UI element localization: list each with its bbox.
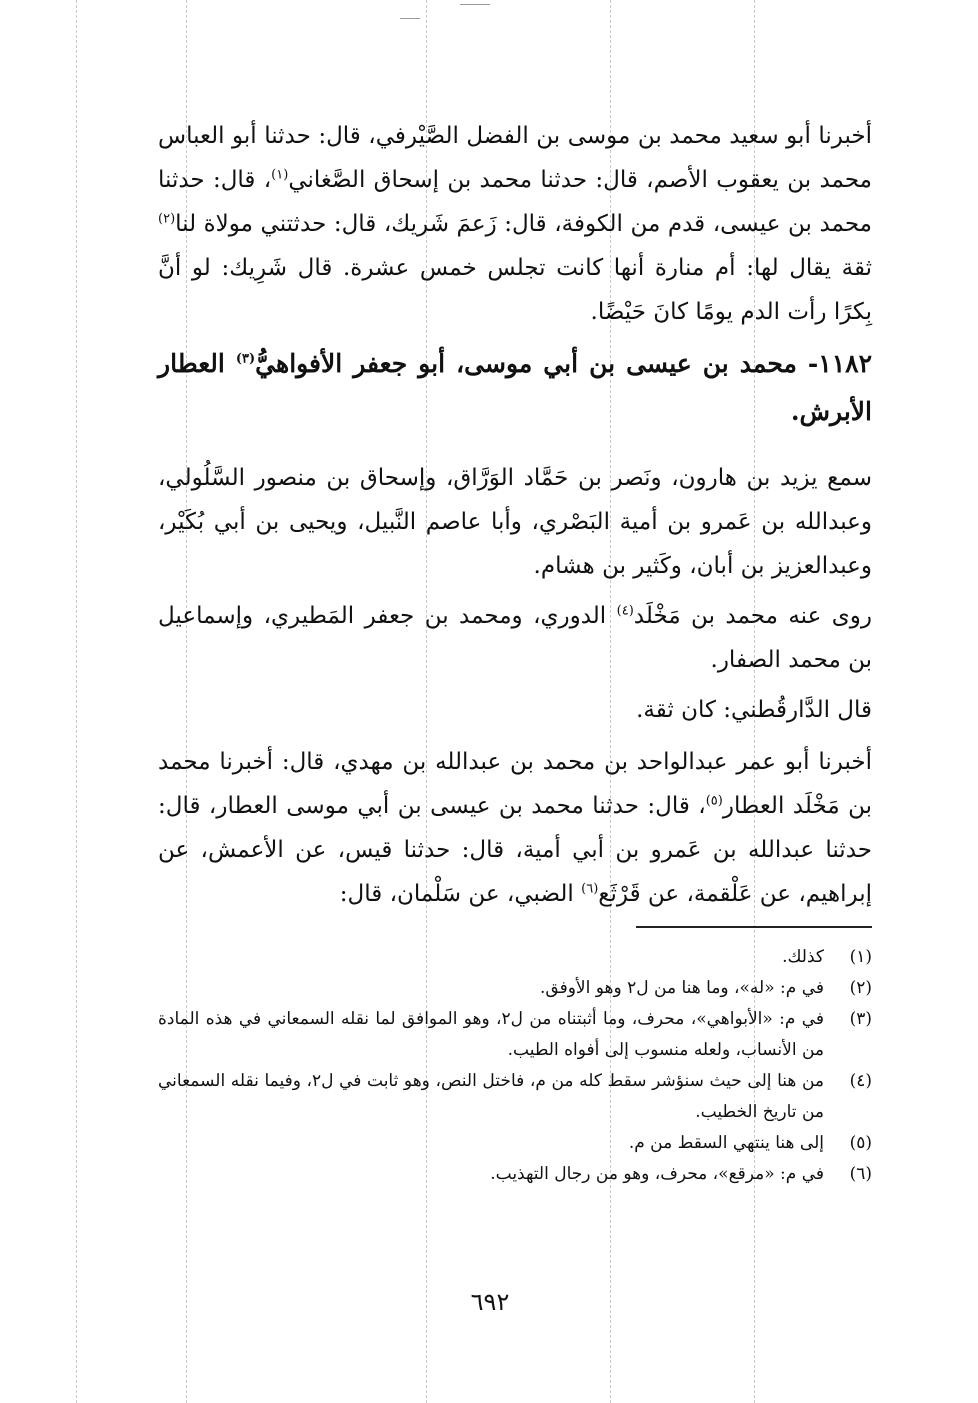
footnote-separator [636,926,872,928]
footnote-ref-6[interactable]: (٦) [581,881,599,897]
footnote-text: من هنا إلى حيث سنؤشر سقط كله من م، فاختل النص، وهو ثابت في ل٢، وفيما نقله السمعاني من تاريخ الخطيب. [158,1071,824,1122]
page-number: ٦٩٢ [470,1288,510,1316]
footnote-5 [158,1128,872,1159]
footnote-number: (٦) [849,1164,872,1184]
footnote-2 [158,973,872,1004]
footnote-number: (٢) [849,978,872,998]
footnote-4 [158,1066,872,1128]
footnote-6 [158,1159,872,1190]
main-text [158,114,872,334]
footnote-text: كذلك. [782,947,824,967]
footnote-number: (٥) [849,1133,872,1153]
footnote-ref-4[interactable]: (٤) [616,603,634,619]
footnote-ref-1[interactable]: (١) [271,167,289,183]
paragraph-teachers: سمع يزيد بن هارون، ونَصر بن حَمَّاد الوَرَّاق، وإسحاق بن منصور السَّلُولي، وعبدالله بن عَمرو بن أمية البَصْري، وأبا عاصم النَّبيل، ويحيى بن أبي بُكَيْر، وعبدالعزيز بن أبان، وكَثير بن هشام. [158,465,872,579]
scan-artifact-line [76,0,77,1403]
footnote-ref-5[interactable]: (٥) [705,793,723,809]
footnote-ref-2[interactable]: (٢) [158,211,176,227]
paragraph-narration-2: أخبرنا أبو عمر عبدالواحد بن محمد بن عبدالله بن مهدي، قال: أخبرنا محمد بن مَخْلَد العطار$^{(٥)}$، قال: حدثنا محمد بن عيسى بن أبي موسى العطار، قال: حدثنا عبدالله بن عَمرو بن أبي أمية، قال: حدثنا قيس، عن الأعمش، عن إبراهيم، عن عَلْقمة، عن قَرْثَع$^{(٦)}$ الضبي، عن سَلْمان، قال: [158,749,872,907]
paragraph-students: روى عنه محمد بن مَخْلَد$^{(٤)}$ الدوري، ومحمد بن جعفر المَطيري، وإسماعيل بن محمد الصفار. [158,603,872,673]
paragraph-narration-1: أخبرنا أبو سعيد محمد بن موسى بن الفضل الصَّيْرفي، قال: حدثنا أبو العباس محمد بن يعقوب الأصم، قال: حدثنا محمد بن إسحاق الصَّغاني$^{(١)}$، قال: حدثنا محمد بن عيسى، قدم من الكوفة، قال: زَعمَ شَريك، قال: حدثتني مولاة لنا$^{(٢)}$ ثقة يقال لها: أم منارة أنها كانت تجلس خمس عشرة. قال شَرِيك: لو أنَّ بِكرًا رأت الدم يومًا كانَ حَيْضًا. [158,123,872,325]
footnote-number: (٤) [849,1071,872,1091]
footnote-number: (٣) [849,1009,872,1029]
entry-heading-line2: العطار الأبرش. [158,349,872,426]
footnote-3 [158,1004,872,1066]
paragraph-daraqutni: قال الدَّارقُطني: كان ثقة. [636,697,872,723]
entry-heading-line1: ١١٨٢- محمد بن عيسى بن أبي موسى، أبو جعفر الأفواهيُّ [255,349,872,378]
footnote-ref-3[interactable]: (٣) [235,351,256,367]
footnotes [158,942,872,1190]
entry-heading [158,340,872,436]
footnote-text: في م: «له»، وما هنا من ل٢ وهو الأوفق. [540,978,824,998]
main-text-body [158,456,872,916]
scan-artifact-mark [400,18,420,19]
footnote-text: في م: «مرقع»، محرف، وهو من رجال التهذيب. [490,1164,824,1184]
footnote-1 [158,942,872,973]
footnote-number: (١) [849,947,872,967]
footnote-text: في م: «الأبواهي»، محرف، وما أثبتناه من ل٢، وهو الموافق لما نقله السمعاني في هذه المادة من الأنساب، ولعله منسوب إلى أفواه الطيب. [158,1009,824,1060]
scan-artifact-mark [460,4,490,5]
footnote-text: إلى هنا ينتهي السقط من م. [628,1133,824,1153]
